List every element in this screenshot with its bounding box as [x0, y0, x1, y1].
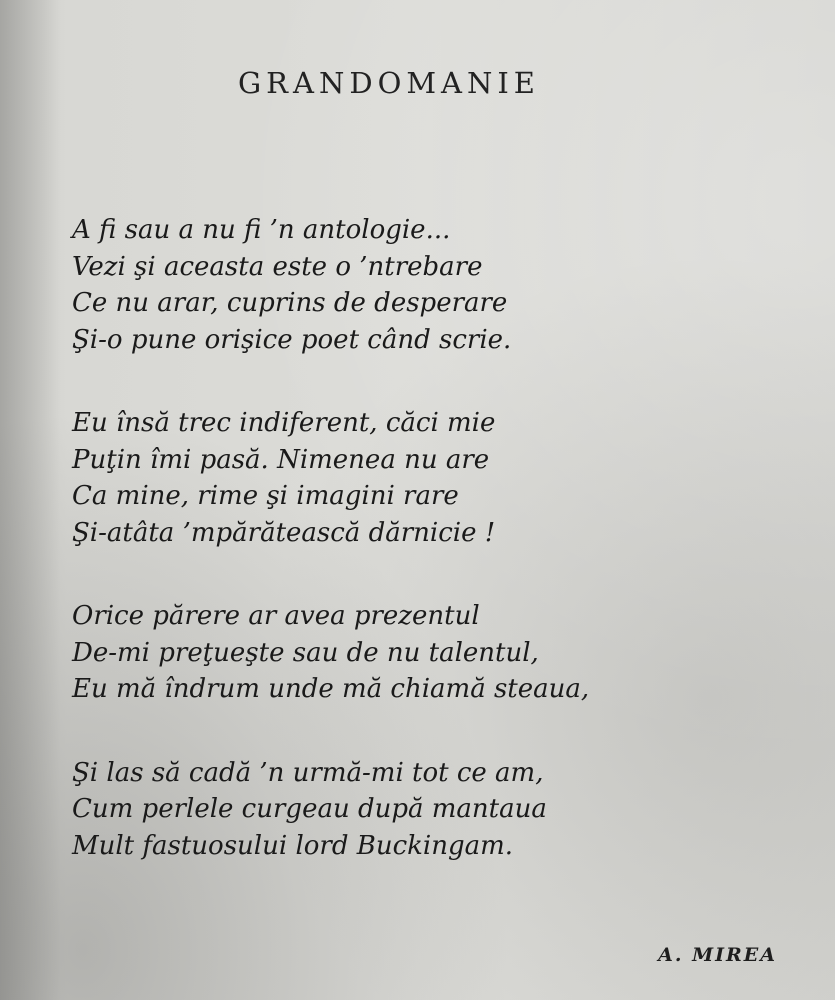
stanza-4: [72, 755, 792, 865]
verse-line: A fi sau a nu fi ’n antologie...: [72, 215, 451, 245]
verse-line: Puţin îmi pasă. Nimenea nu are: [72, 444, 490, 475]
verse-line: Mult fastuosului lord Buckingam.: [72, 830, 514, 861]
verse-line: Şi-o pune orişice poet când scrie.: [72, 324, 512, 355]
verse-line: Eu însă trec indiferent, căci mie: [72, 408, 496, 438]
stanza-2: [72, 405, 792, 551]
verse-line: Eu mă îndrum unde mă chiamă steaua,: [72, 674, 590, 704]
poem-body: [72, 212, 792, 911]
stanza-3: [72, 598, 792, 708]
page-shadow: [0, 0, 60, 1000]
verse-line: Şi-atâta ’mpărătească dărnicie !: [72, 517, 496, 548]
verse-line: Orice părere ar avea prezentul: [72, 601, 480, 631]
stanza-1: [72, 212, 792, 358]
verse-line: Şi las să cadă ’n urmă-mi tot ce am,: [72, 757, 544, 788]
verse-line: Cum perlele curgeau după mantaua: [72, 794, 547, 824]
poem-title: GRANDOMANIE: [238, 66, 540, 100]
verse-line: Ce nu arar, cuprins de desperare: [72, 288, 508, 318]
verse-line: Vezi şi aceasta este o ’ntrebare: [72, 251, 483, 282]
verse-line: Ca mine, rime şi imagini rare: [72, 481, 459, 511]
verse-line: De-mi preţueşte sau de nu talentul,: [72, 637, 539, 668]
author-signature: A. MIREA: [658, 944, 777, 966]
